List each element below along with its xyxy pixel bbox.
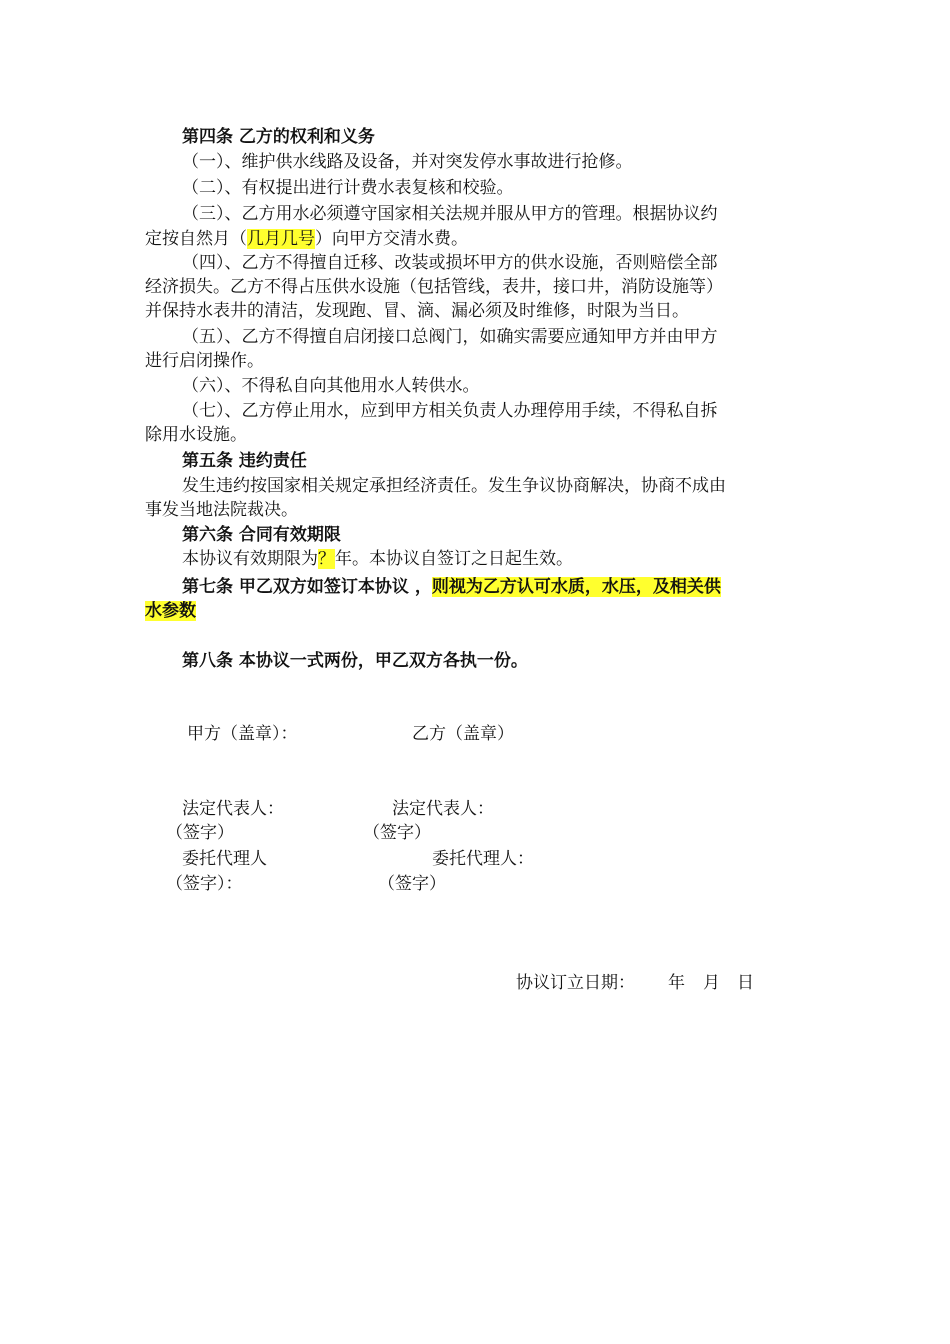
article7-heading: 第七条 甲乙双方如签订本协议 ， xyxy=(182,577,432,597)
article4-item5-line2: 进行启闭操作。 xyxy=(145,351,264,371)
article5-line1: 发生违约按国家相关规定承担经济责任。发生争议协商解决，协商不成由 xyxy=(182,476,726,496)
article4-item4-line1: （四）、乙方不得擅自迁移、改装或损坏甲方的供水设施，否则赔偿全部 xyxy=(182,253,718,273)
article6-heading: 第六条 合同有效期限 xyxy=(182,525,341,545)
article4-item2: （二）、有权提出进行计费水表复核和校验。 xyxy=(182,178,514,198)
date-day: 日 xyxy=(737,973,754,993)
article5-heading: 第五条 违约责任 xyxy=(182,451,307,471)
party-a-seal: 甲方（盖章）： xyxy=(187,724,298,744)
article4-item4-line2: 经济损失。乙方不得占压供水设施（包括管线，表井，接口井，消防设施等） xyxy=(145,277,723,297)
article7-line1 xyxy=(182,575,721,599)
article6-text xyxy=(182,547,573,571)
date-year: 年 xyxy=(668,973,685,993)
article6-text-pre: 本协议有效期限为 xyxy=(182,549,318,569)
article4-item7-line2: 除用水设施。 xyxy=(145,425,247,445)
agent-a: 委托代理人 xyxy=(182,849,267,869)
article4-heading: 第四条 乙方的权利和义务 xyxy=(182,127,375,147)
article7-highlight-line2: 水参数 xyxy=(145,601,196,621)
article4-item1: （一）、维护供水线路及设备，并对突发停水事故进行抢修。 xyxy=(182,152,633,172)
date-label: 协议订立日期： xyxy=(516,973,635,993)
date-month: 月 xyxy=(703,973,720,993)
article4-item4-line3: 并保持水表井的清洁，发现跑、冒、滴、漏必须及时维修，时限为当日。 xyxy=(145,301,689,321)
article4-item3-line1: （三）、乙方用水必须遵守国家相关法规并服从甲方的管理。根据协议约 xyxy=(182,204,718,224)
sign-a2: （签字）： xyxy=(166,874,243,894)
article4-item6: （六）、不得私自向其他用水人转供水。 xyxy=(182,376,480,396)
article4-item3-line2-post: ）向甲方交清水费。 xyxy=(315,229,468,249)
article7-highlight-line1: 则视为乙方认可水质，水压，及相关供 xyxy=(431,577,721,597)
article4-item3-line2 xyxy=(145,227,468,251)
article5-line2: 事发当地法院裁决。 xyxy=(145,500,298,520)
sign-b2: （签字） xyxy=(378,874,446,894)
article4-item3-line2-pre: 定按自然月（ xyxy=(145,229,247,249)
article8-text: 第八条 本协议一式两份，甲乙双方各执一份。 xyxy=(182,651,528,671)
article6-text-post: 年。本协议自签订之日起生效。 xyxy=(335,549,573,569)
highlighted-term-placeholder: ？ xyxy=(318,549,335,569)
article4-item7-line1: （七）、乙方停止用水，应到甲方相关负责人办理停用手续，不得私自拆 xyxy=(182,401,718,421)
party-b-seal: 乙方（盖章） xyxy=(412,724,514,744)
article4-item5-line1: （五）、乙方不得擅自启闭接口总阀门，如确实需要应通知甲方并由甲方 xyxy=(182,327,718,347)
legal-rep-b: 法定代表人： xyxy=(392,799,494,819)
article7-line2 xyxy=(145,599,196,623)
highlighted-date-placeholder: 几月几号 xyxy=(247,229,315,249)
sign-a1: （签字） xyxy=(166,823,234,843)
agent-b: 委托代理人： xyxy=(432,849,534,869)
legal-rep-a: 法定代表人： xyxy=(182,799,284,819)
sign-b1: （签字） xyxy=(363,823,431,843)
